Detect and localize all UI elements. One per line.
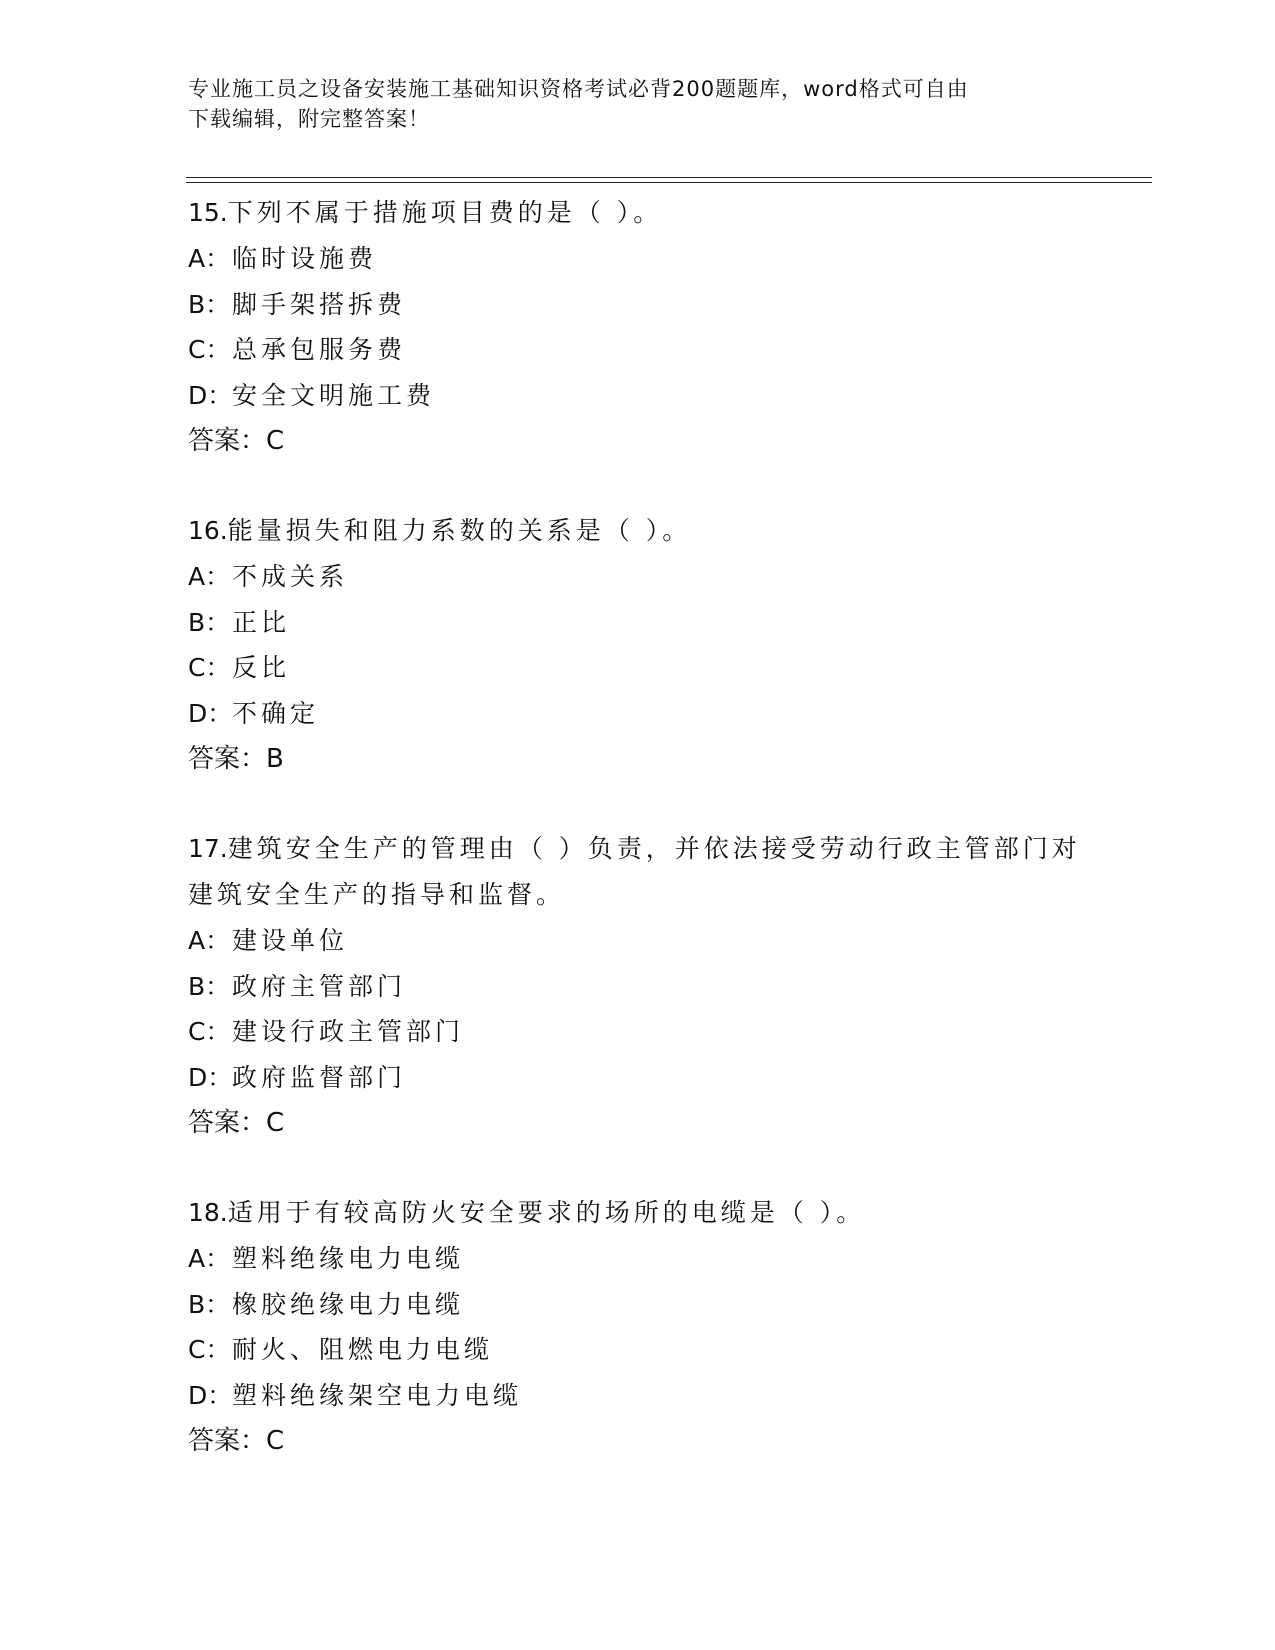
option-d xyxy=(188,1055,1088,1101)
question-text: 下列不属于措施项目费的是（ ）。 xyxy=(227,198,663,227)
header-divider-top xyxy=(186,177,1152,178)
answer-line xyxy=(188,736,1088,782)
option-text: 橡胶绝缘电力电缆 xyxy=(232,1289,465,1319)
option-text: 建设行政主管部门 xyxy=(232,1017,465,1046)
option-key: A： xyxy=(188,244,231,273)
option-text: 总承包服务费 xyxy=(232,335,407,364)
answer-label: 答案： xyxy=(188,744,267,774)
option-key: C： xyxy=(188,653,231,682)
question-number: 17. xyxy=(188,834,228,863)
answer-value: C xyxy=(266,1426,285,1456)
answer-line xyxy=(188,1418,1088,1464)
option-key: D： xyxy=(188,1380,233,1410)
question-text: 建筑安全生产的管理由（ ）负责，并依法接受劳动行政主管部门对建筑安全生产的指导和监督。 xyxy=(188,834,1081,909)
question-number: 18. xyxy=(188,1198,228,1227)
option-key: C： xyxy=(188,1335,231,1364)
question-number: 16. xyxy=(188,516,228,545)
option-text: 反比 xyxy=(232,653,291,682)
option-b xyxy=(188,1282,1088,1328)
option-a xyxy=(188,236,1088,282)
option-key: D： xyxy=(188,1062,233,1092)
question-stem xyxy=(188,1190,1088,1236)
question-stem xyxy=(188,508,1088,554)
option-key: A： xyxy=(188,926,231,955)
option-d xyxy=(188,1373,1088,1419)
question-list xyxy=(188,190,1088,1508)
option-c xyxy=(188,1009,1088,1055)
option-a xyxy=(188,918,1088,964)
answer-value: C xyxy=(266,426,285,456)
header-divider-bottom xyxy=(186,182,1152,183)
option-text: 塑料绝缘电力电缆 xyxy=(232,1244,465,1273)
question-text: 适用于有较高防火安全要求的场所的电缆是（ ）。 xyxy=(227,1198,866,1227)
option-key: C： xyxy=(188,335,231,364)
option-c xyxy=(188,645,1088,691)
option-text: 安全文明施工费 xyxy=(232,380,436,410)
document-header xyxy=(188,74,1068,134)
option-a xyxy=(188,554,1088,600)
option-text: 政府主管部门 xyxy=(232,971,407,1001)
option-d xyxy=(188,373,1088,419)
option-b xyxy=(188,600,1088,646)
question-16 xyxy=(188,508,1088,782)
option-key: D： xyxy=(188,698,233,728)
answer-label: 答案： xyxy=(188,426,267,456)
option-text: 建设单位 xyxy=(232,926,349,955)
answer-line xyxy=(188,418,1088,464)
option-key: B： xyxy=(188,971,231,1001)
option-text: 不成关系 xyxy=(232,562,349,591)
question-17 xyxy=(188,826,1088,1146)
option-text: 不确定 xyxy=(232,698,320,728)
option-key: B： xyxy=(188,607,231,637)
question-number: 15. xyxy=(188,198,228,227)
question-18 xyxy=(188,1190,1088,1464)
option-text: 临时设施费 xyxy=(232,244,378,273)
option-b xyxy=(188,282,1088,328)
option-text: 政府监督部门 xyxy=(232,1062,407,1092)
option-b xyxy=(188,964,1088,1010)
option-c xyxy=(188,327,1088,373)
option-d xyxy=(188,691,1088,737)
answer-line xyxy=(188,1100,1088,1146)
question-stem xyxy=(188,190,1088,236)
option-key: A： xyxy=(188,1244,231,1273)
answer-label: 答案： xyxy=(188,1426,267,1456)
option-key: A： xyxy=(188,562,231,591)
answer-value: B xyxy=(266,744,284,774)
header-line-1: 专业施工员之设备安装施工基础知识资格考试必背200题题库，word格式可自由 xyxy=(188,77,969,101)
option-text: 脚手架搭拆费 xyxy=(232,289,407,319)
question-15 xyxy=(188,190,1088,464)
answer-value: C xyxy=(266,1108,285,1138)
option-text: 塑料绝缘架空电力电缆 xyxy=(232,1380,523,1410)
option-key: B： xyxy=(188,1289,231,1319)
answer-label: 答案： xyxy=(188,1108,267,1138)
option-key: C： xyxy=(188,1017,231,1046)
question-stem xyxy=(188,826,1088,918)
header-line-2: 下载编辑，附完整答案！ xyxy=(188,107,430,131)
option-key: B： xyxy=(188,289,231,319)
option-c xyxy=(188,1327,1088,1373)
option-text: 正比 xyxy=(232,607,291,637)
question-text: 能量损失和阻力系数的关系是（ ）。 xyxy=(227,516,692,545)
option-a xyxy=(188,1236,1088,1282)
option-text: 耐火、阻燃电力电缆 xyxy=(232,1335,494,1364)
option-key: D： xyxy=(188,380,233,410)
